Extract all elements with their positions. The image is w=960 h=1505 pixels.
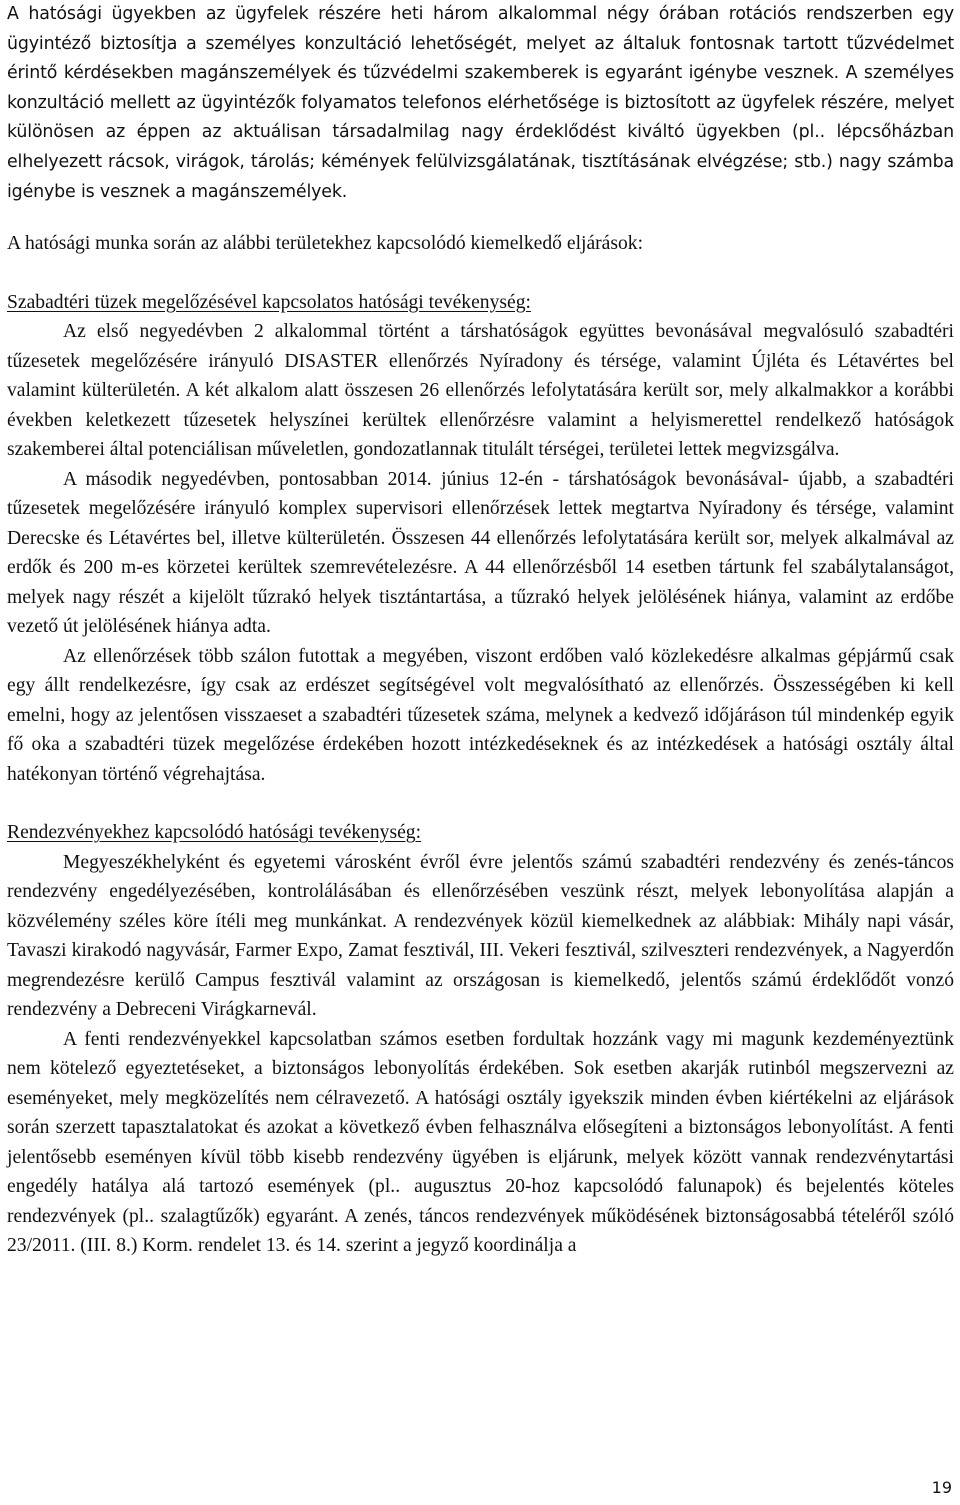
outdoor-fires-paragraph: Az ellenőrzések több szálon futottak a megyében, viszont erdőben való közlekedésre alkalmas gépjármű csak egy állt rendelkezésre, így csak az erdészet segítségével volt megvalósítható az ellenőrzés. Összességében ki kell emelni, hogy az jelentősen visszaeset a szabadtéri tűzesetek száma, melynek a kedvező időjáráson túl mindenkép egyik fő oka a szabadtéri tüzek megelőzése érdekében hozott intézkedéseknek és az intézkedések a hatósági osztály által hatékonyan történő végrehajtása. <box>7 645 954 785</box>
section-heading-outdoor-fires: Szabadtéri tüzek megelőzésével kapcsolatos hatósági tevékenység: <box>7 291 531 313</box>
events-paragraph: Megyeszékhelyként és egyetemi városként évről évre jelentős számú szabadtéri rendezvény és zenés-táncos rendezvény engedélyezésében, kontrolálásában és ellenőrzésében veszünk részt, melyek lebonyolítása alapján a közvélemény széles köre ítéli meg munkánkat. A rendezvények közül kiemelkednek az alábbiak: Mihály napi vásár, Tavaszi kirakodó nagyvásár, Farmer Expo, Zamat fesztivál, III. Vekeri fesztivál, szilveszteri rendezvények, a Nagyerdőn megrendezésre kerülő Campus fesztivál valamint az országosan is kiemelkedő, jelentős számú érdeklődőt vonzó rendezvény a Debreceni Virágkarnevál. <box>7 851 954 1021</box>
document-page <box>7 0 954 1261</box>
outdoor-fires-paragraph: A második negyedévben, pontosabban 2014. június 12-én - társhatóságok bevonásával- újabb, a szabadtéri tűzesetek megelőzésére irányuló komplex supervisori ellenőrzések lettek megtartva Nyíradony és térsége, valamint Derecske és Létavértes bel, illetve külterületén. Összesen 44 ellenőrzés lefolytatására került sor, melyek alkalmával az erdők és 200 m-es körzetei kerültek szemrevételezésre. A 44 ellenőrzésből 14 esetben tártunk fel szabálytalanságot, melyek nagy részét a kijelölt tűzrakó helyek tisztántartása, a tűzrakó helyek jelölésének hiánya, valamint az erdőbe vezető út jelölésének hiánya adta. <box>7 468 954 638</box>
procedures-intro-paragraph: A hatósági munka során az alábbi területekhez kapcsolódó kiemelkedő eljárások: <box>7 233 644 255</box>
outdoor-fires-paragraph: Az első negyedévben 2 alkalommal történt a társhatóságok együttes bevonásával megvalósuló szabadtéri tűzesetek megelőzésére irányuló DISASTER ellenőrzés Nyíradony és térsége, valamint Újléta és Létavértes bel valamint külterületén. A két alkalom alatt összesen 26 ellenőrzés lefolytatására került sor, mely alkalmakkor a korábbi években keletkezett tűzesetek helyszínei kerültek ellenőrzésre valamint a helyismerettel rendelkező hatóságok szakemberei által potenciálisan műveletlen, gondozatlannak titulált térségei, területei lettek megvizsgálva. <box>7 321 954 461</box>
events-paragraph: A fenti rendezvényekkel kapcsolatban számos esetben fordultak hozzánk vagy mi magunk kezdeményeztünk nem kötelező egyeztetéseket, a biztonságos lebonyolítás érdekében. Sok esetben akarják rutinból megszervezni az eseményeket, mely megközelítés nem célravezető. A hatósági osztály igyekszik minden évben kiértékelni az eljárások során szerzett tapasztalatokat és azokat a következő évben felhasználva elősegíteni a biztonságos lebonyolítást. A fenti jelentősebb eseményen kívül több kisebb rendezvény ügyében is eljárunk, melyek között vannak rendezvénytartási engedély hatálya alá tartozó események (pl.. augusztus 20-hoz kapcsolódó falunapok) és bejelentés köteles rendezvények (pl.. szalagtűzők) egyaránt. A zenés, táncos rendezvények működésének biztonságosabbá tételéről szóló 23/2011. (III. 8.) Korm. rendelet 13. és 14. szerint a jegyző koordinálja a <box>7 1028 954 1257</box>
intro-paragraph: A hatósági ügyekben az ügyfelek részére heti három alkalommal négy órában rotációs rendszerben egy ügyintéző biztosítja a személyes konzultáció lehetőségét, melyet az általuk fontosnak tartott tűzvédelmet érintő kérdésekben magánszemélyek és tűzvédelmi szakemberek is egyaránt igénybe vesznek. A személyes konzultáció mellett az ügyintézők folyamatos telefonos elérhetősége is biztosított az ügyfelek részére, melyet különösen az éppen az aktuálisan társadalmilag nagy érdeklődést kiváltó ügyekben (pl.. lépcsőházban elhelyezett rácsok, virágok, tárolás; kémények felülvizsgálatának, tisztításának elvégzése; stb.) nagy számba igénybe is vesznek a magánszemélyek. <box>7 4 954 202</box>
section-heading-events: Rendezvényekhez kapcsolódó hatósági tevékenység: <box>7 822 422 844</box>
page-number: 19 <box>931 1478 952 1497</box>
